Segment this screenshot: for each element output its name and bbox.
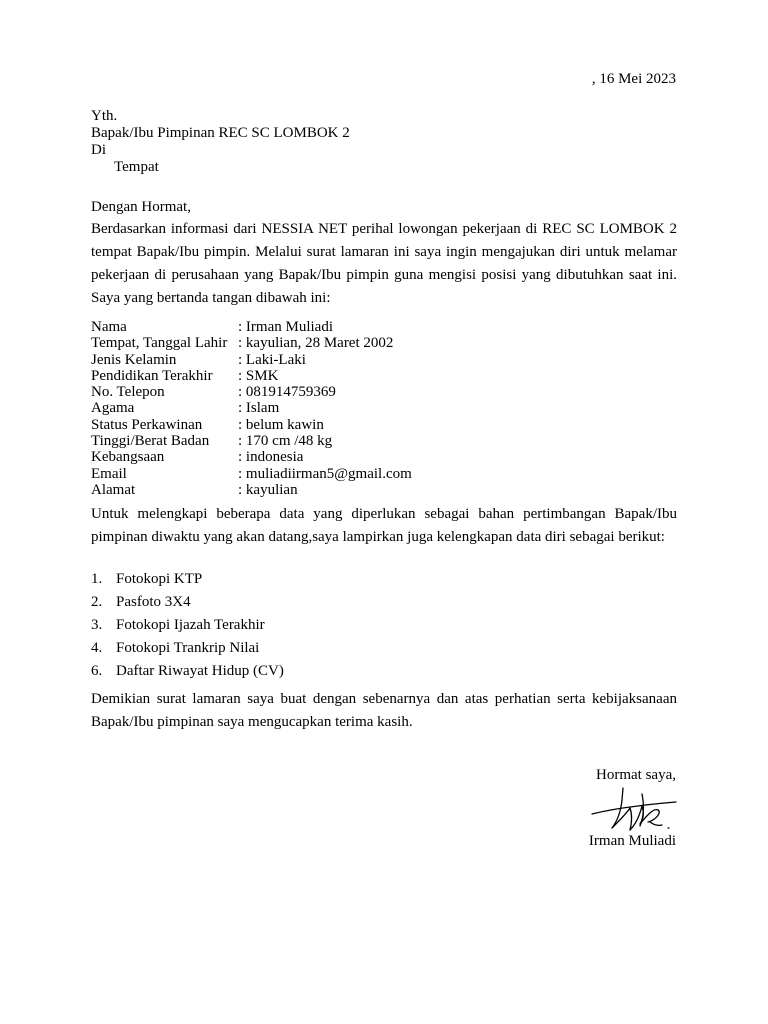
data-value: : indonesia	[238, 449, 304, 466]
list-text: Daftar Riwayat Hidup (CV)	[116, 663, 284, 679]
data-value: : kayulian, 28 Maret 2002	[238, 335, 394, 352]
data-value: : SMK	[238, 367, 279, 384]
list-item	[91, 568, 284, 591]
recipient-line: Yth.	[91, 108, 118, 124]
intro-paragraph: Berdasarkan informasi dari NESSIA NET perihal lowongan pekerjaan di REC SC LOMBOK 2 tempat Bapak/Ibu pimpin. Melalui surat lamaran ini saya ingin mengajukan diri untuk melamar pekerjaan di perusahaan yang Bapak/Ibu pimpin guna mengisi posisi yang dibutuhkan saat ini. Saya yang bertanda tangan dibawah ini:	[91, 221, 677, 306]
greeting: Dengan Hormat,	[91, 199, 191, 215]
recipient-line: Di	[91, 142, 106, 158]
data-row	[91, 352, 412, 368]
recipient-line: Tempat	[114, 159, 159, 175]
recipient-block	[91, 108, 350, 176]
recipient-line: Bapak/Ibu Pimpinan REC SC LOMBOK 2	[91, 125, 350, 141]
data-row	[91, 368, 412, 384]
data-value: : 170 cm /48 kg	[238, 433, 333, 450]
list-number: 1.	[91, 571, 103, 587]
personal-data-table	[91, 319, 412, 498]
closing-salutation: Hormat saya,	[596, 767, 676, 783]
data-label: Pendidikan Terakhir	[91, 367, 213, 384]
closing-paragraph: Demikian surat lamaran saya buat dengan sebenarnya dan atas perhatian serta kebijaksanaan Bapak/Ibu pimpinan saya mengucapkan terima kasih.	[91, 691, 677, 730]
data-row	[91, 482, 412, 498]
data-value: : 081914759369	[238, 384, 336, 401]
data-label: Tinggi/Berat Badan	[91, 433, 210, 450]
data-row	[91, 319, 412, 335]
list-item	[91, 614, 284, 637]
signature-image	[590, 784, 680, 834]
data-value: : Islam	[238, 400, 280, 417]
data-row	[91, 384, 412, 400]
attachment-list	[91, 568, 284, 683]
data-label: Email	[91, 465, 127, 482]
data-row	[91, 417, 412, 433]
data-label: Kebangsaan	[91, 449, 165, 466]
data-label: Jenis Kelamin	[91, 351, 177, 368]
list-text: Pasfoto 3X4	[116, 594, 191, 610]
list-text: Fotokopi Ijazah Terakhir	[116, 617, 265, 633]
data-value: : Laki-Laki	[238, 351, 306, 368]
list-number: 3.	[91, 617, 103, 633]
list-item	[91, 660, 284, 683]
data-label: Alamat	[91, 481, 136, 498]
data-value: : muliadiirman5@gmail.com	[238, 465, 412, 482]
list-item	[91, 637, 284, 660]
list-text: Fotokopi KTP	[116, 571, 203, 587]
data-row	[91, 335, 412, 351]
data-label: No. Telepon	[91, 384, 165, 401]
list-item	[91, 591, 284, 614]
data-label: Nama	[91, 319, 127, 335]
attachment-intro-paragraph: Untuk melengkapi beberapa data yang diperlukan sebagai bahan pertimbangan Bapak/Ibu pimpinan diwaktu yang akan datang,saya lampirkan juga kelengkapan data diri sebagai berikut:	[91, 506, 677, 545]
data-label: Status Perkawinan	[91, 416, 203, 433]
data-row	[91, 449, 412, 465]
data-label: Tempat, Tanggal Lahir	[91, 335, 228, 352]
data-row	[91, 466, 412, 482]
signer-name: Irman Muliadi	[588, 833, 676, 849]
data-label: Agama	[91, 400, 135, 417]
data-value: : Irman Muliadi	[238, 319, 333, 335]
letter-date: , 16 Mei 2023	[591, 71, 676, 87]
data-value: : kayulian	[238, 481, 298, 498]
list-number: 2.	[91, 594, 103, 610]
data-value: : belum kawin	[238, 416, 324, 433]
data-row	[91, 400, 412, 416]
list-text: Fotokopi Trankrip Nilai	[116, 640, 260, 656]
list-number: 4.	[91, 640, 103, 656]
list-number: 6.	[91, 663, 103, 679]
data-row	[91, 433, 412, 449]
